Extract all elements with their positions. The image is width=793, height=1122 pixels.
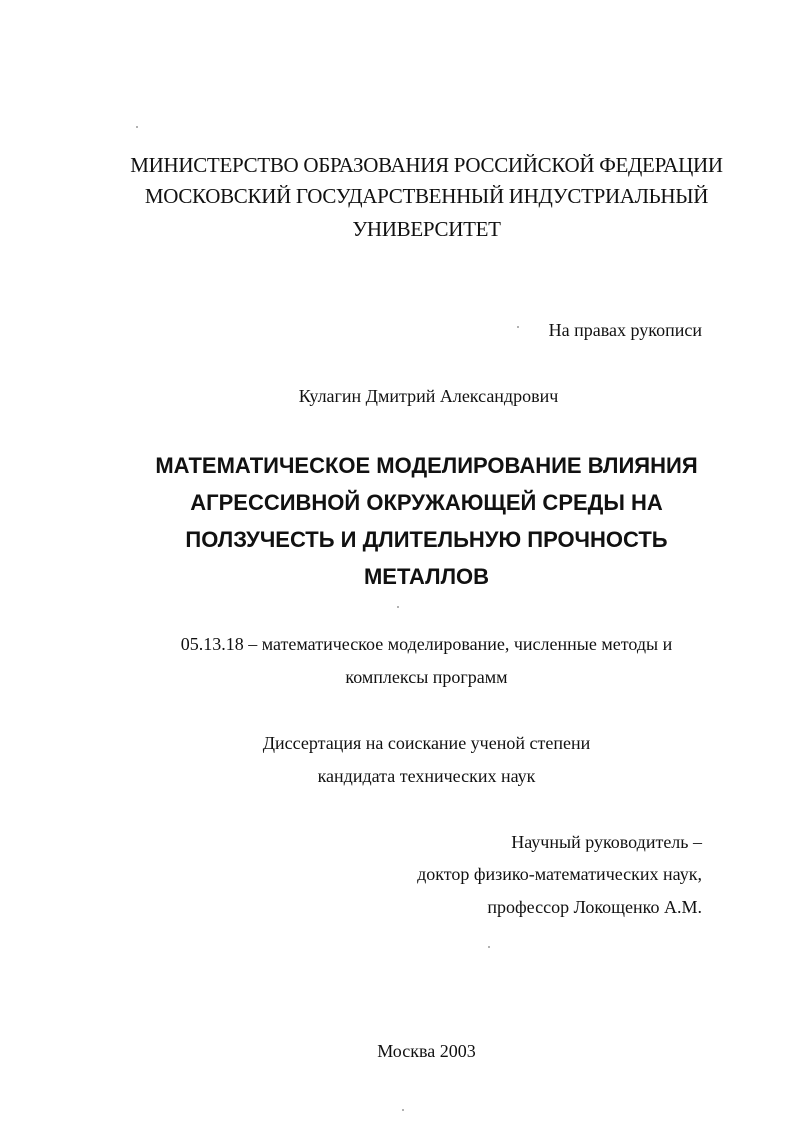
title-line-4: МЕТАЛЛОВ <box>363 564 490 589</box>
advisor-label: Научный руководитель – <box>511 832 702 852</box>
ministry-name: МИНИСТЕРСТВО ОБРАЗОВАНИЯ РОССИЙСКОЙ ФЕДЕРАЦИИ <box>130 153 723 177</box>
university-name-line-1: МОСКОВСКИЙ ГОСУДАРСТВЕННЫЙ ИНДУСТРИАЛЬНЫЙ <box>144 184 709 208</box>
scan-speck <box>517 326 519 328</box>
scan-speck <box>488 946 490 948</box>
title-line-1: МАТЕМАТИЧЕСКОЕ МОДЕЛИРОВАНИЕ ВЛИЯНИЯ <box>155 453 698 478</box>
author-name: Кулагин Дмитрий Александрович <box>298 386 559 406</box>
city-year: Москва 2003 <box>377 1041 476 1061</box>
advisor-degree: доктор физико-математических наук, <box>417 864 702 884</box>
scan-speck <box>397 606 399 608</box>
manuscript-rights-note: На правах рукописи <box>548 320 702 340</box>
advisor-name: профессор Локощенко А.М. <box>487 897 702 917</box>
degree-line-2: кандидата технических наук <box>317 766 536 786</box>
degree-line-1: Диссертация на соискание ученой степени <box>262 733 591 753</box>
title-line-3: ПОЛЗУЧЕСТЬ И ДЛИТЕЛЬНУЮ ПРОЧНОСТЬ <box>185 527 668 552</box>
specialty-code-line-1: 05.13.18 – математическое моделирование, численные методы и <box>180 634 673 654</box>
scan-speck <box>136 126 138 128</box>
title-line-2: АГРЕССИВНОЙ ОКРУЖАЮЩЕЙ СРЕДЫ НА <box>190 490 663 515</box>
specialty-code-line-2: комплексы программ <box>345 667 508 687</box>
university-name-line-2: УНИВЕРСИТЕТ <box>352 217 501 241</box>
dissertation-title <box>30 447 793 595</box>
scan-speck <box>402 1109 404 1111</box>
